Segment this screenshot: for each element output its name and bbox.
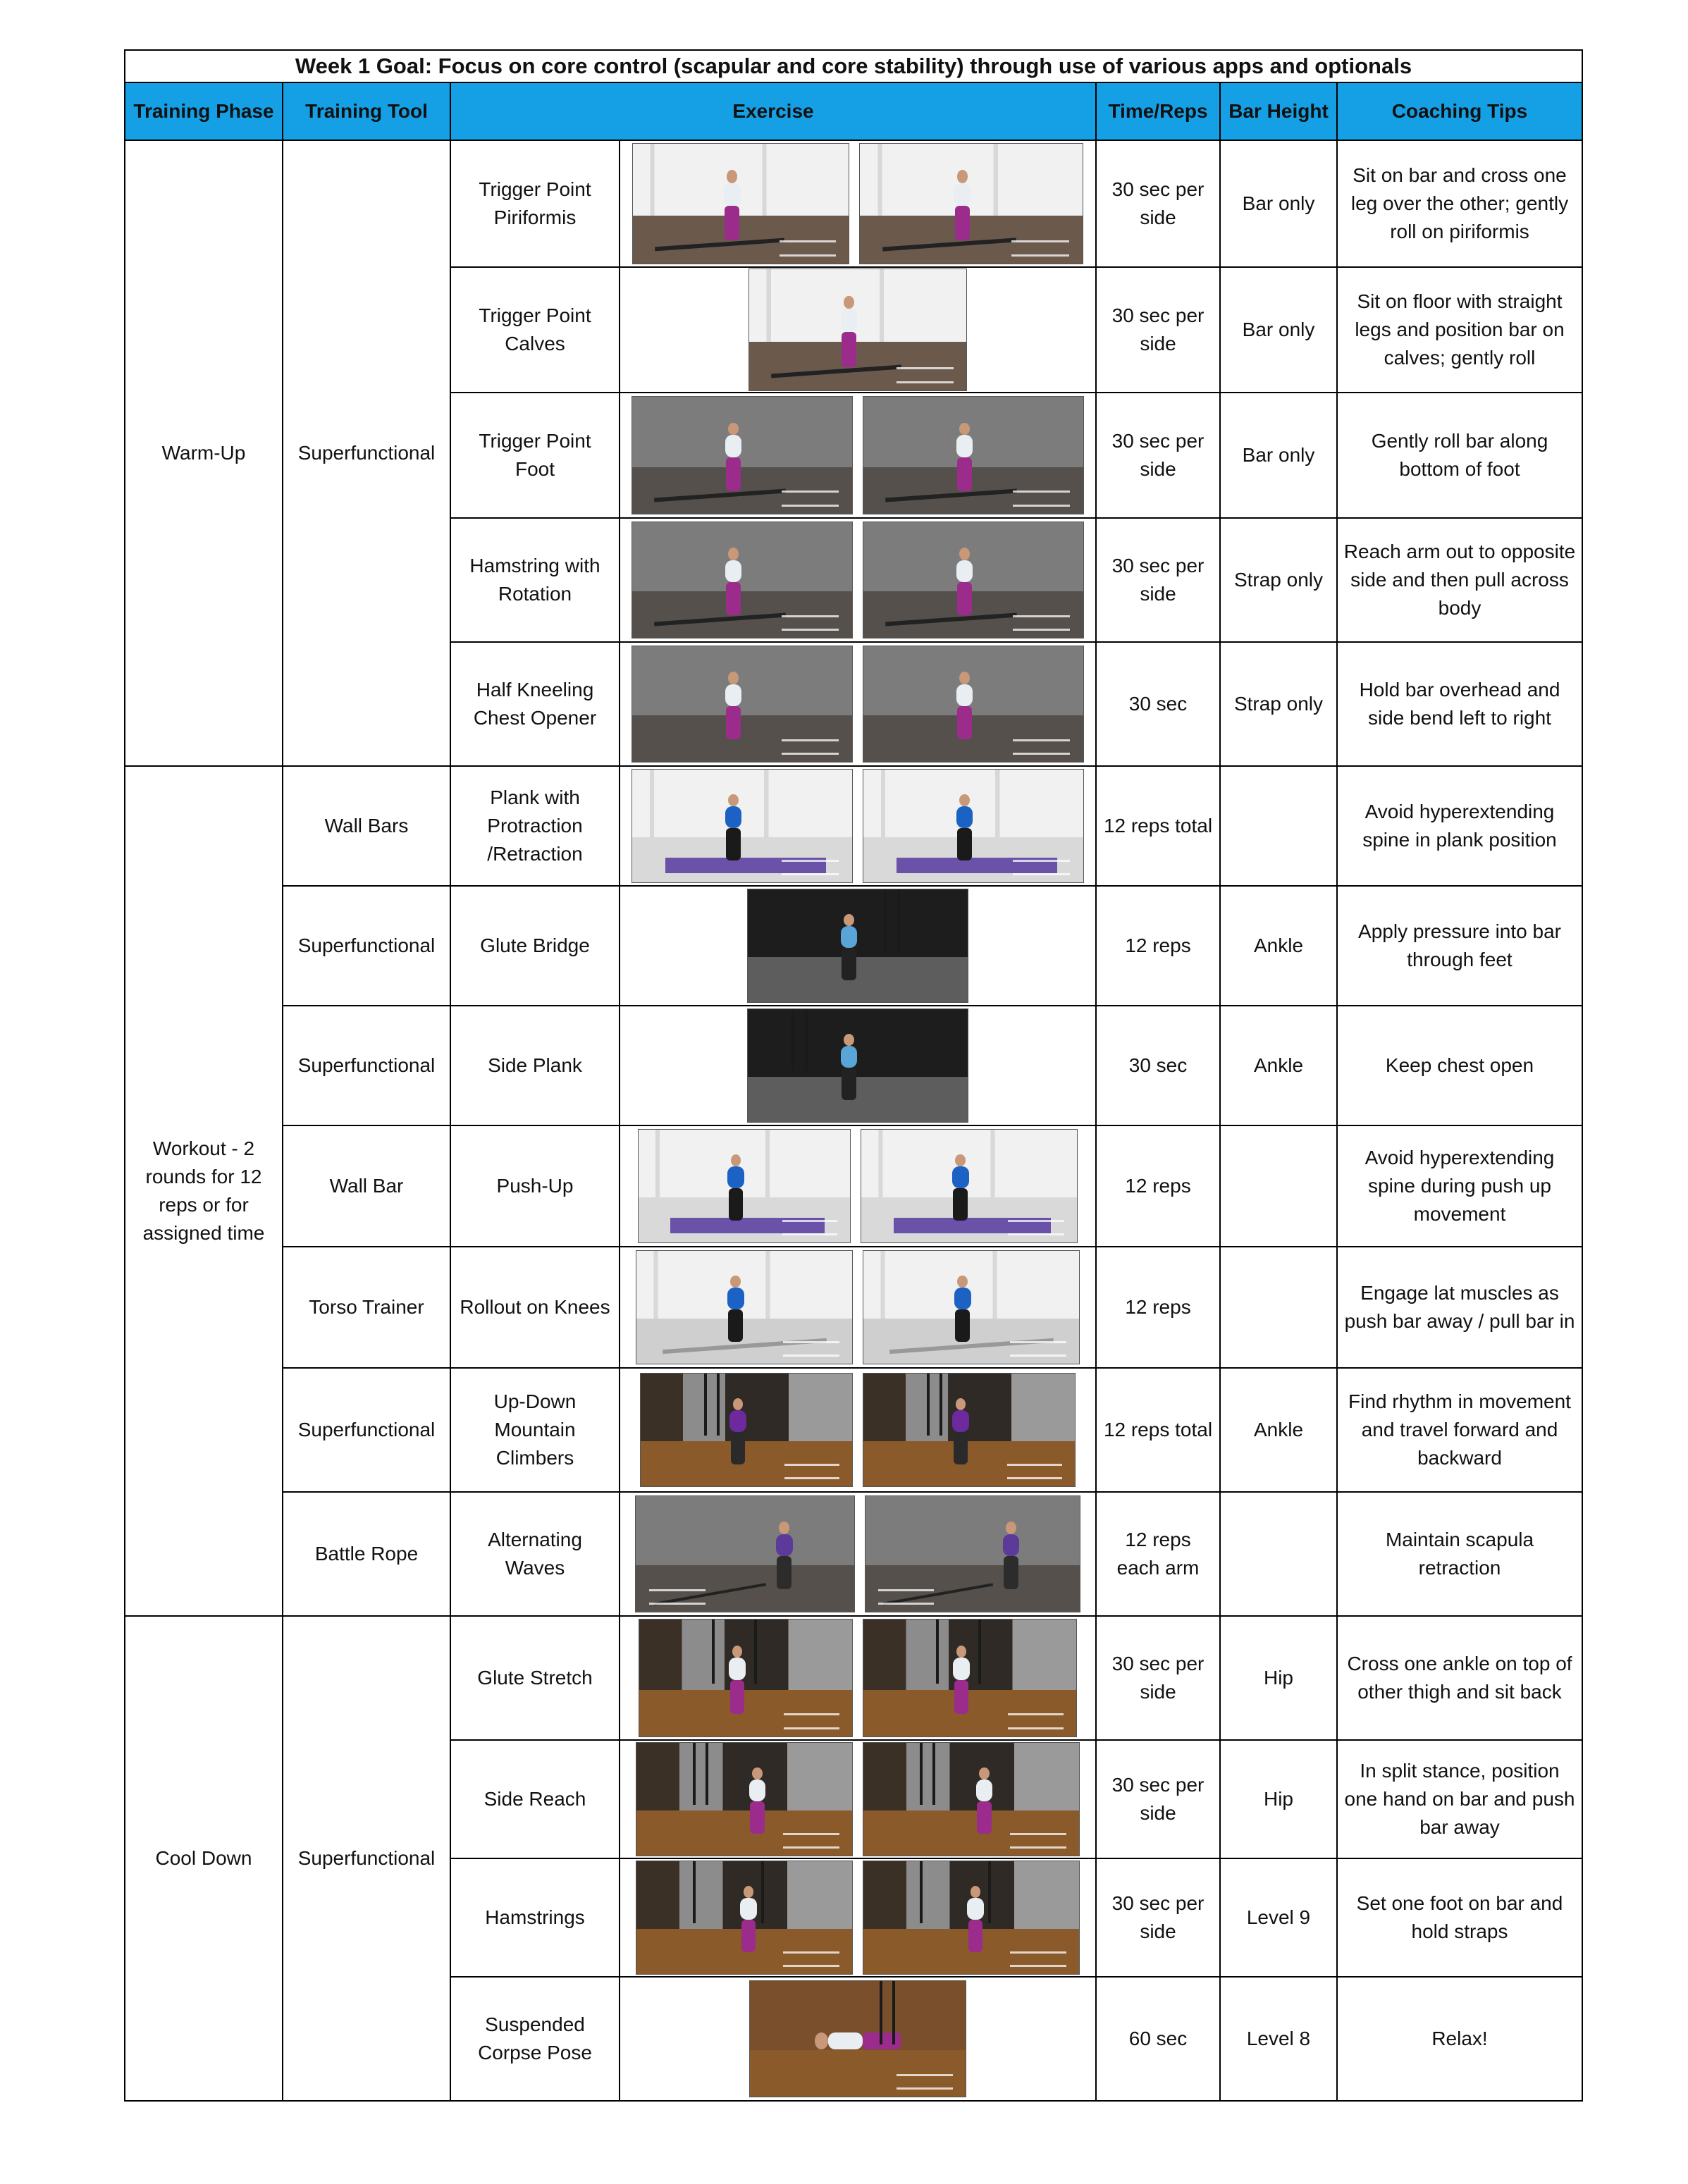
coaching-tip: Keep chest open [1337, 1006, 1582, 1125]
exercise-photo [636, 1250, 853, 1364]
bar-height: Ankle [1220, 1368, 1337, 1492]
exercise-photo [863, 1861, 1080, 1975]
time-reps: 30 sec per side [1096, 518, 1220, 642]
tool-cell: Superfunctional [283, 1368, 450, 1492]
tool-cell: Superfunctional [283, 886, 450, 1006]
bar-height: Hip [1220, 1616, 1337, 1740]
exercise-photo [863, 1250, 1080, 1364]
bar-height: Bar only [1220, 267, 1337, 393]
exercise-name: Up-Down Mountain Climbers [450, 1368, 620, 1492]
exercise-photo [863, 522, 1084, 638]
phase-warmup: Warm-Up [125, 140, 283, 766]
header-exercise: Exercise [450, 82, 1096, 140]
bar-height: Bar only [1220, 140, 1337, 267]
bar-height [1220, 766, 1337, 886]
exercise-name: Trigger Point Foot [450, 393, 620, 518]
exercise-images [620, 1368, 1096, 1492]
exercise-photo [632, 646, 853, 763]
table-row [125, 1247, 1582, 1368]
exercise-images [620, 1740, 1096, 1858]
coaching-tip: In split stance, position one hand on bar and push bar away [1337, 1740, 1582, 1858]
exercise-photo [863, 769, 1084, 883]
exercise-name: Side Reach [450, 1740, 620, 1858]
exercise-images [620, 766, 1096, 886]
exercise-images [620, 140, 1096, 267]
exercise-photo [635, 1495, 855, 1612]
bar-height: Hip [1220, 1740, 1337, 1858]
exercise-photo [863, 1742, 1080, 1856]
exercise-images [620, 1858, 1096, 1977]
bar-height [1220, 1125, 1337, 1247]
exercise-name: Hamstring with Rotation [450, 518, 620, 642]
workout-sheet [124, 49, 1582, 2102]
exercise-name: Trigger Point Calves [450, 267, 620, 393]
tool-cell: Superfunctional [283, 140, 450, 766]
header-training-phase: Training Phase [125, 82, 283, 140]
time-reps: 30 sec per side [1096, 1616, 1220, 1740]
time-reps: 60 sec [1096, 1977, 1220, 2101]
coaching-tip: Maintain scapula retraction [1337, 1492, 1582, 1616]
coaching-tip: Sit on floor with straight legs and position bar on calves; gently roll [1337, 267, 1582, 393]
exercise-name: Plank with Protraction /Retraction [450, 766, 620, 886]
bar-height: Strap only [1220, 518, 1337, 642]
time-reps: 12 reps total [1096, 1368, 1220, 1492]
coaching-tip: Hold bar overhead and side bend left to right [1337, 642, 1582, 766]
bar-height: Level 8 [1220, 1977, 1337, 2101]
bar-height: Level 9 [1220, 1858, 1337, 1977]
tool-cell: Wall Bar [283, 1125, 450, 1247]
exercise-images [620, 393, 1096, 518]
header-training-tool: Training Tool [283, 82, 450, 140]
time-reps: 30 sec per side [1096, 1858, 1220, 1977]
exercise-name: Trigger Point Piriformis [450, 140, 620, 267]
coaching-tip: Set one foot on bar and hold straps [1337, 1858, 1582, 1977]
exercise-photo [636, 1742, 853, 1856]
workout-table [124, 49, 1583, 2102]
tool-cell: Superfunctional [283, 1616, 450, 2101]
time-reps: 30 sec per side [1096, 267, 1220, 393]
exercise-images [620, 267, 1096, 393]
exercise-photo [861, 1129, 1078, 1243]
coaching-tip: Apply pressure into bar through feet [1337, 886, 1582, 1006]
coaching-tip: Relax! [1337, 1977, 1582, 2101]
bar-height [1220, 1247, 1337, 1368]
exercise-photo [863, 646, 1084, 763]
time-reps: 12 reps each arm [1096, 1492, 1220, 1616]
exercise-photo [863, 1373, 1076, 1487]
exercise-photo [638, 1129, 851, 1243]
coaching-tip: Gently roll bar along bottom of foot [1337, 393, 1582, 518]
coaching-tip: Find rhythm in movement and travel forward and backward [1337, 1368, 1582, 1492]
coaching-tip: Avoid hyperextending spine during push up movement [1337, 1125, 1582, 1247]
time-reps: 12 reps [1096, 1125, 1220, 1247]
coaching-tip: Reach arm out to opposite side and then pull across body [1337, 518, 1582, 642]
header-time-reps: Time/Reps [1096, 82, 1220, 140]
coaching-tip: Avoid hyperextending spine in plank position [1337, 766, 1582, 886]
exercise-name: Rollout on Knees [450, 1247, 620, 1368]
exercise-images [620, 1247, 1096, 1368]
time-reps: 30 sec [1096, 1006, 1220, 1125]
exercise-name: Glute Bridge [450, 886, 620, 1006]
exercise-photo [863, 1619, 1077, 1737]
exercise-name: Hamstrings [450, 1858, 620, 1977]
tool-cell: Superfunctional [283, 1006, 450, 1125]
time-reps: 30 sec [1096, 642, 1220, 766]
coaching-tip: Engage lat muscles as push bar away / pull bar in [1337, 1247, 1582, 1368]
time-reps: 12 reps [1096, 1247, 1220, 1368]
tool-cell: Battle Rope [283, 1492, 450, 1616]
exercise-photo [632, 143, 849, 264]
header-coaching-tips: Coaching Tips [1337, 82, 1582, 140]
exercise-photo [636, 1861, 853, 1975]
exercise-name: Side Plank [450, 1006, 620, 1125]
table-row [125, 1368, 1582, 1492]
exercise-name: Suspended Corpse Pose [450, 1977, 620, 2101]
exercise-photo [632, 522, 853, 638]
bar-height: Bar only [1220, 393, 1337, 518]
table-row [125, 1616, 1582, 1740]
exercise-name: Half Kneeling Chest Opener [450, 642, 620, 766]
table-row [125, 1125, 1582, 1247]
exercise-photo [749, 1980, 966, 2097]
tool-cell: Wall Bars [283, 766, 450, 886]
time-reps: 12 reps [1096, 886, 1220, 1006]
header-bar-height: Bar Height [1220, 82, 1337, 140]
bar-height [1220, 1492, 1337, 1616]
exercise-name: Glute Stretch [450, 1616, 620, 1740]
exercise-images [620, 886, 1096, 1006]
bar-height: Ankle [1220, 1006, 1337, 1125]
exercise-images [620, 518, 1096, 642]
table-row [125, 886, 1582, 1006]
coaching-tip: Sit on bar and cross one leg over the other; gently roll on piriformis [1337, 140, 1582, 267]
exercise-images [620, 1977, 1096, 2101]
table-row [125, 1492, 1582, 1616]
bar-height: Strap only [1220, 642, 1337, 766]
exercise-photo [640, 1373, 853, 1487]
table-row [125, 1006, 1582, 1125]
exercise-photo [747, 889, 968, 1003]
exercise-name: Push-Up [450, 1125, 620, 1247]
table-row [125, 140, 1582, 267]
exercise-name: Alternating Waves [450, 1492, 620, 1616]
phase-workout: Workout - 2 rounds for 12 reps or for assigned time [125, 766, 283, 1616]
phase-cooldown: Cool Down [125, 1616, 283, 2101]
exercise-photo [632, 769, 853, 883]
exercise-photo [859, 143, 1083, 264]
table-title: Week 1 Goal: Focus on core control (scapular and core stability) through use of various apps and optionals [125, 50, 1582, 82]
exercise-images [620, 1006, 1096, 1125]
exercise-photo [748, 269, 967, 391]
time-reps: 30 sec per side [1096, 1740, 1220, 1858]
exercise-photo [747, 1008, 968, 1123]
exercise-images [620, 642, 1096, 766]
time-reps: 12 reps total [1096, 766, 1220, 886]
coaching-tip: Cross one ankle on top of other thigh and sit back [1337, 1616, 1582, 1740]
exercise-photo [863, 396, 1084, 514]
time-reps: 30 sec per side [1096, 140, 1220, 267]
bar-height: Ankle [1220, 886, 1337, 1006]
time-reps: 30 sec per side [1096, 393, 1220, 518]
exercise-images [620, 1492, 1096, 1616]
table-row [125, 766, 1582, 886]
exercise-photo [632, 396, 853, 514]
tool-cell: Torso Trainer [283, 1247, 450, 1368]
exercise-photo [865, 1495, 1080, 1612]
exercise-images [620, 1616, 1096, 1740]
exercise-images [620, 1125, 1096, 1247]
exercise-photo [639, 1619, 853, 1737]
